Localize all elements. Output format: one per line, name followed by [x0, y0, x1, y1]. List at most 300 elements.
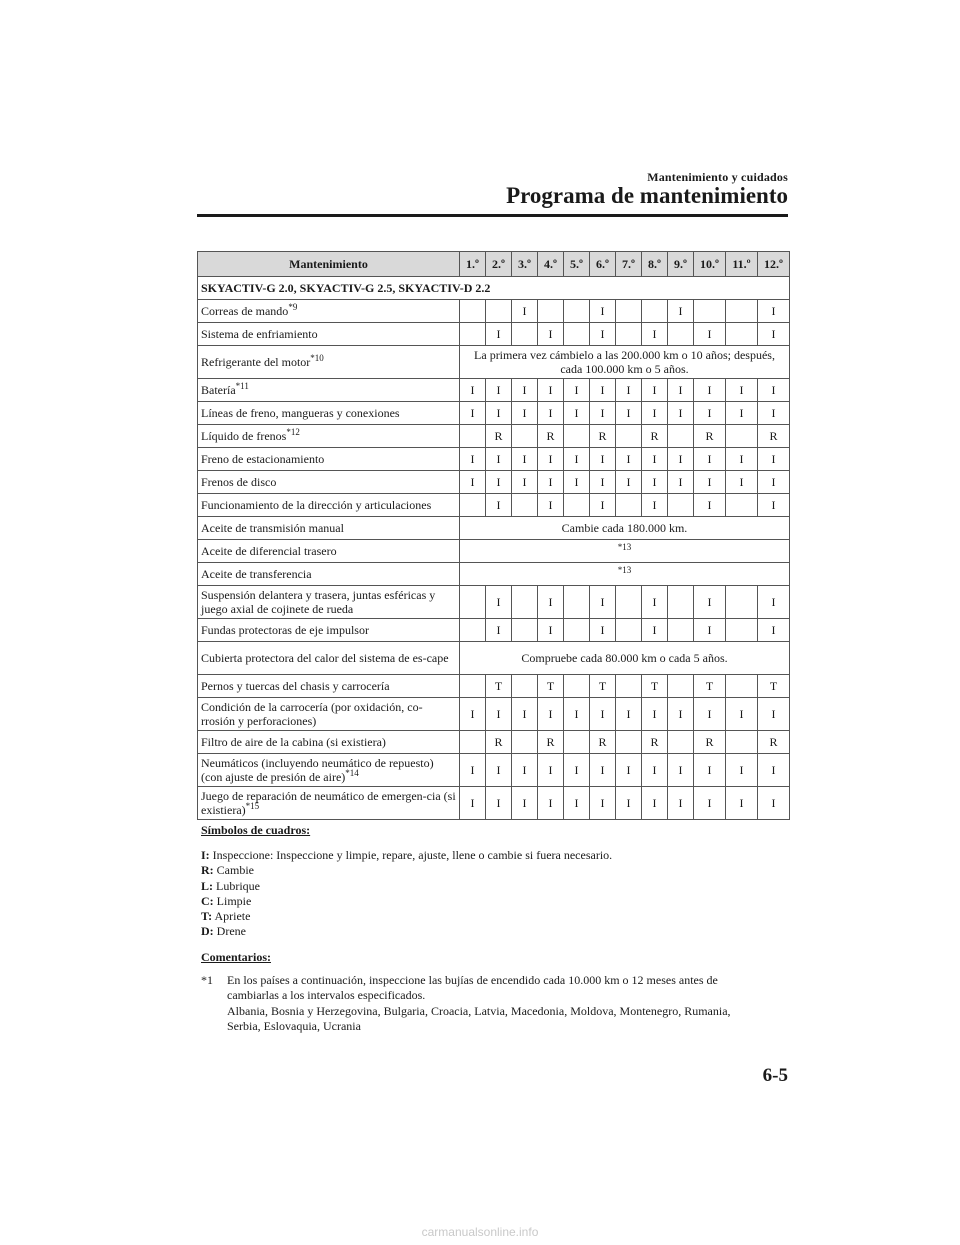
- interval-cell: I: [726, 471, 758, 494]
- interval-cell: I: [538, 471, 564, 494]
- footnote-ref: *9: [288, 302, 298, 312]
- interval-cell: I: [538, 787, 564, 820]
- interval-cell: I: [564, 787, 590, 820]
- footnote-ref: *11: [235, 381, 249, 391]
- footer-watermark: carmanualsonline.info: [421, 1225, 539, 1239]
- table-row: [198, 379, 790, 402]
- interval-cell: I: [694, 586, 726, 619]
- interval-cell: [512, 425, 538, 448]
- note-mark: *1: [201, 973, 213, 987]
- interval-cell: [616, 425, 642, 448]
- row-label: Aceite de transferencia: [201, 567, 312, 581]
- interval-cell: I: [616, 379, 642, 402]
- symbol-key: L:: [201, 878, 213, 893]
- interval-cell: I: [460, 379, 486, 402]
- symbol-text: Limpie: [216, 893, 252, 908]
- interval-cell: I: [590, 619, 616, 642]
- interval-cell: I: [694, 619, 726, 642]
- comment-note: [201, 973, 781, 1034]
- interval-cell: I: [694, 698, 726, 731]
- interval-cell: [726, 586, 758, 619]
- interval-cell: I: [726, 787, 758, 820]
- interval-cell: I: [758, 402, 790, 425]
- interval-cell: R: [758, 425, 790, 448]
- interval-cell: [642, 300, 668, 323]
- table-row: [198, 494, 790, 517]
- column-header-interval: 12.º: [758, 252, 790, 277]
- table-row: [198, 586, 790, 619]
- row-label: Cubierta protectora del calor del sistema de es-cape: [201, 651, 449, 665]
- interval-cell: R: [590, 425, 616, 448]
- interval-cell: [564, 494, 590, 517]
- symbol-key: R:: [201, 863, 214, 878]
- interval-cell: I: [694, 494, 726, 517]
- interval-cell: [538, 300, 564, 323]
- table-row: [198, 787, 790, 820]
- interval-cell: I: [590, 379, 616, 402]
- interval-cell: I: [512, 787, 538, 820]
- table-body: [198, 277, 790, 820]
- interval-cell: I: [486, 754, 512, 787]
- interval-cell: I: [486, 323, 512, 346]
- column-header-interval: 1.º: [460, 252, 486, 277]
- interval-cell: I: [538, 494, 564, 517]
- interval-cell: I: [694, 323, 726, 346]
- interval-cell: I: [726, 402, 758, 425]
- span-cell: [460, 563, 790, 586]
- symbol-text: Lubrique: [216, 878, 260, 893]
- interval-cell: R: [758, 731, 790, 754]
- row-label-cell: [198, 379, 460, 402]
- row-label-cell: [198, 586, 460, 619]
- interval-cell: [668, 425, 694, 448]
- interval-cell: [564, 425, 590, 448]
- interval-cell: I: [668, 698, 694, 731]
- interval-cell: [512, 323, 538, 346]
- interval-cell: [726, 619, 758, 642]
- interval-cell: [512, 586, 538, 619]
- interval-cell: I: [564, 471, 590, 494]
- interval-cell: I: [694, 402, 726, 425]
- interval-cell: [512, 494, 538, 517]
- comments-title: Comentarios:: [201, 950, 271, 964]
- interval-cell: R: [538, 731, 564, 754]
- span-cell: Compruebe cada 80.000 km o cada 5 años.: [460, 642, 790, 675]
- footnote-ref: *15: [245, 801, 260, 811]
- interval-cell: [668, 494, 694, 517]
- symbol-text: Cambie: [216, 863, 254, 878]
- row-label: Juego de reparación de neumático de emergen-cia (si existiera): [201, 789, 456, 817]
- row-label: Líneas de freno, mangueras y conexiones: [201, 406, 400, 420]
- header-rule: [197, 214, 788, 217]
- interval-cell: R: [694, 425, 726, 448]
- interval-cell: I: [668, 448, 694, 471]
- interval-cell: I: [758, 471, 790, 494]
- interval-cell: [564, 675, 590, 698]
- interval-cell: R: [642, 425, 668, 448]
- row-label-cell: [198, 346, 460, 379]
- interval-cell: I: [642, 471, 668, 494]
- interval-cell: I: [616, 754, 642, 787]
- interval-cell: [726, 323, 758, 346]
- interval-cell: [616, 300, 642, 323]
- symbols-list: [201, 848, 612, 940]
- table-row: [198, 754, 790, 787]
- interval-cell: I: [486, 698, 512, 731]
- interval-cell: R: [642, 731, 668, 754]
- interval-cell: I: [538, 754, 564, 787]
- interval-cell: [668, 323, 694, 346]
- note-line: En los países a continuación, inspeccione las bujías de encendido cada 10.000 km o 12 meses antes de: [227, 973, 718, 987]
- row-label-cell: [198, 402, 460, 425]
- table-header-row: [198, 252, 790, 277]
- symbol-text: Inspeccione: Inspeccione y limpie, repare, ajuste, llene o cambie si fuera necesario.: [212, 848, 613, 862]
- interval-cell: [512, 675, 538, 698]
- interval-cell: I: [642, 787, 668, 820]
- interval-cell: I: [460, 448, 486, 471]
- interval-cell: I: [512, 379, 538, 402]
- note-line: Albania, Bosnia y Herzegovina, Bulgaria, Croacia, Latvia, Macedonia, Moldova, Montenegro, Rumania,: [227, 1003, 731, 1018]
- interval-cell: [668, 586, 694, 619]
- interval-cell: R: [486, 731, 512, 754]
- row-label: Correas de mando: [201, 304, 289, 318]
- maintenance-table: [197, 251, 790, 820]
- interval-cell: I: [486, 494, 512, 517]
- interval-cell: [460, 494, 486, 517]
- table-row: [198, 448, 790, 471]
- row-label-cell: [198, 323, 460, 346]
- interval-cell: T: [758, 675, 790, 698]
- interval-cell: I: [642, 448, 668, 471]
- interval-cell: I: [486, 787, 512, 820]
- interval-cell: I: [668, 471, 694, 494]
- symbol-text: Drene: [216, 924, 246, 939]
- interval-cell: I: [758, 787, 790, 820]
- interval-cell: I: [512, 754, 538, 787]
- row-label: Sistema de enfriamiento: [201, 327, 318, 341]
- column-header-interval: 7.º: [616, 252, 642, 277]
- row-label: Suspensión delantera y trasera, juntas esféricas y juego axial de cojinete de rueda: [201, 588, 436, 616]
- row-label-cell: [198, 619, 460, 642]
- interval-cell: I: [538, 619, 564, 642]
- symbol-key: T:: [201, 909, 213, 924]
- interval-cell: I: [590, 300, 616, 323]
- interval-cell: I: [758, 323, 790, 346]
- table-row: [198, 731, 790, 754]
- interval-cell: I: [642, 494, 668, 517]
- interval-cell: [460, 731, 486, 754]
- interval-cell: I: [460, 471, 486, 494]
- section-title: SKYACTIV-G 2.0, SKYACTIV-G 2.5, SKYACTIV-D 2.2: [198, 277, 790, 300]
- column-header-interval: 9.º: [668, 252, 694, 277]
- interval-cell: [668, 731, 694, 754]
- row-label: Frenos de disco: [201, 475, 277, 489]
- interval-cell: [616, 675, 642, 698]
- interval-cell: I: [590, 471, 616, 494]
- interval-cell: I: [726, 754, 758, 787]
- interval-cell: [512, 731, 538, 754]
- row-label-cell: [198, 754, 460, 787]
- row-label-cell: [198, 642, 460, 675]
- row-label-cell: [198, 540, 460, 563]
- column-header-interval: 6.º: [590, 252, 616, 277]
- interval-cell: I: [616, 448, 642, 471]
- interval-cell: [726, 425, 758, 448]
- page-title: Programa de mantenimiento: [506, 183, 788, 208]
- interval-cell: T: [642, 675, 668, 698]
- table-row: [198, 402, 790, 425]
- interval-cell: I: [538, 698, 564, 731]
- interval-cell: I: [538, 448, 564, 471]
- row-label: Funcionamiento de la dirección y articulaciones: [201, 498, 432, 512]
- interval-cell: I: [590, 448, 616, 471]
- interval-cell: I: [758, 698, 790, 731]
- interval-cell: [668, 675, 694, 698]
- footnote-ref: *13: [617, 565, 632, 575]
- interval-cell: T: [538, 675, 564, 698]
- column-header-interval: 3.º: [512, 252, 538, 277]
- interval-cell: I: [590, 323, 616, 346]
- row-label: Batería: [201, 383, 236, 397]
- page-number: 6-5: [762, 1065, 788, 1086]
- row-label-cell: [198, 731, 460, 754]
- row-label-cell: [198, 563, 460, 586]
- interval-cell: I: [538, 379, 564, 402]
- note-text: [227, 973, 781, 1034]
- interval-cell: I: [616, 698, 642, 731]
- interval-cell: I: [486, 448, 512, 471]
- interval-cell: [460, 619, 486, 642]
- interval-cell: R: [590, 731, 616, 754]
- span-cell: La primera vez cámbielo a las 200.000 km o 10 años; después, cada 100.000 km o 5 años.: [460, 346, 790, 379]
- column-header-interval: 5.º: [564, 252, 590, 277]
- row-label: Pernos y tuercas del chasis y carrocería: [201, 679, 390, 693]
- interval-cell: I: [538, 402, 564, 425]
- symbol-text: Apriete: [214, 909, 251, 924]
- interval-cell: R: [538, 425, 564, 448]
- interval-cell: [564, 300, 590, 323]
- interval-cell: I: [642, 698, 668, 731]
- interval-cell: I: [538, 323, 564, 346]
- interval-cell: I: [486, 619, 512, 642]
- row-label-cell: [198, 448, 460, 471]
- interval-cell: [694, 300, 726, 323]
- interval-cell: [616, 619, 642, 642]
- interval-cell: I: [726, 379, 758, 402]
- column-header-interval: 11.º: [726, 252, 758, 277]
- row-label: Condición de la carrocería (por oxidación, co-rrosión y perforaciones): [201, 700, 423, 728]
- column-header-maintenance: Mantenimiento: [198, 252, 460, 277]
- interval-cell: I: [460, 754, 486, 787]
- interval-cell: I: [758, 619, 790, 642]
- symbol-key: D:: [201, 924, 214, 939]
- table-row: [198, 540, 790, 563]
- interval-cell: I: [486, 402, 512, 425]
- interval-cell: I: [694, 787, 726, 820]
- symbol-item: [201, 894, 612, 909]
- column-header-interval: 4.º: [538, 252, 564, 277]
- interval-cell: I: [590, 586, 616, 619]
- symbols-title: Símbolos de cuadros:: [201, 823, 311, 837]
- table-row: [198, 698, 790, 731]
- row-label: Aceite de transmisión manual: [201, 521, 344, 535]
- interval-cell: I: [694, 448, 726, 471]
- row-label-cell: [198, 675, 460, 698]
- interval-cell: [726, 675, 758, 698]
- interval-cell: I: [668, 787, 694, 820]
- interval-cell: [460, 323, 486, 346]
- interval-cell: I: [460, 698, 486, 731]
- row-label: Filtro de aire de la cabina (si existiera): [201, 735, 386, 749]
- row-label-cell: [198, 471, 460, 494]
- table-row: [198, 642, 790, 675]
- interval-cell: I: [758, 586, 790, 619]
- footnote-ref: *14: [345, 768, 359, 778]
- interval-cell: I: [564, 448, 590, 471]
- interval-cell: I: [564, 402, 590, 425]
- symbol-item: [201, 879, 612, 894]
- interval-cell: I: [642, 379, 668, 402]
- interval-cell: I: [668, 300, 694, 323]
- row-label: Refrigerante del motor: [201, 355, 311, 369]
- table-row: [198, 517, 790, 540]
- row-label-cell: [198, 425, 460, 448]
- interval-cell: [616, 494, 642, 517]
- table-row: [198, 346, 790, 379]
- interval-cell: [564, 586, 590, 619]
- interval-cell: [616, 586, 642, 619]
- interval-cell: I: [590, 698, 616, 731]
- symbol-item: [201, 863, 612, 878]
- interval-cell: I: [512, 448, 538, 471]
- interval-cell: I: [642, 586, 668, 619]
- section-row: [198, 277, 790, 300]
- table-row: [198, 675, 790, 698]
- interval-cell: I: [616, 787, 642, 820]
- symbol-item: [201, 848, 612, 863]
- interval-cell: I: [538, 586, 564, 619]
- interval-cell: [564, 619, 590, 642]
- interval-cell: I: [486, 471, 512, 494]
- interval-cell: I: [460, 787, 486, 820]
- row-label: Aceite de diferencial trasero: [201, 544, 337, 558]
- interval-cell: T: [694, 675, 726, 698]
- interval-cell: I: [694, 754, 726, 787]
- interval-cell: I: [694, 471, 726, 494]
- interval-cell: R: [694, 731, 726, 754]
- interval-cell: I: [668, 402, 694, 425]
- symbol-key: C:: [201, 893, 214, 908]
- interval-cell: I: [616, 471, 642, 494]
- interval-cell: [726, 300, 758, 323]
- interval-cell: I: [486, 586, 512, 619]
- symbol-item: [201, 924, 612, 939]
- interval-cell: I: [758, 448, 790, 471]
- row-label: Neumáticos (incluyendo neumático de repuesto) (con ajuste de presión de aire): [201, 756, 434, 784]
- interval-cell: [616, 731, 642, 754]
- interval-cell: I: [512, 471, 538, 494]
- interval-cell: I: [668, 379, 694, 402]
- interval-cell: [460, 586, 486, 619]
- row-label-cell: [198, 698, 460, 731]
- table-row: [198, 563, 790, 586]
- interval-cell: I: [512, 300, 538, 323]
- note-line: Serbia, Eslovaquia, Ucrania: [227, 1018, 361, 1033]
- interval-cell: I: [758, 379, 790, 402]
- symbol-key: I:: [201, 848, 210, 862]
- table-row: [198, 300, 790, 323]
- table-row: [198, 471, 790, 494]
- interval-cell: I: [564, 379, 590, 402]
- interval-cell: I: [642, 619, 668, 642]
- row-label-cell: [198, 787, 460, 820]
- interval-cell: [564, 731, 590, 754]
- row-label-cell: [198, 300, 460, 323]
- interval-cell: I: [758, 300, 790, 323]
- span-cell: [460, 540, 790, 563]
- row-label-cell: [198, 517, 460, 540]
- interval-cell: T: [486, 675, 512, 698]
- interval-cell: [726, 494, 758, 517]
- interval-cell: I: [590, 754, 616, 787]
- note-line: cambiarlas a los intervalos especificados.: [227, 988, 426, 1003]
- interval-cell: I: [758, 754, 790, 787]
- interval-cell: [564, 323, 590, 346]
- interval-cell: I: [642, 323, 668, 346]
- interval-cell: I: [726, 698, 758, 731]
- interval-cell: [616, 323, 642, 346]
- interval-cell: I: [486, 379, 512, 402]
- table-row: [198, 425, 790, 448]
- interval-cell: I: [460, 402, 486, 425]
- footnote-ref: *13: [617, 542, 632, 552]
- span-cell: Cambie cada 180.000 km.: [460, 517, 790, 540]
- interval-cell: R: [486, 425, 512, 448]
- interval-cell: [726, 731, 758, 754]
- row-label: Fundas protectoras de eje impulsor: [201, 623, 369, 637]
- footnote-ref: *12: [286, 427, 300, 437]
- interval-cell: I: [512, 698, 538, 731]
- interval-cell: T: [590, 675, 616, 698]
- interval-cell: [460, 675, 486, 698]
- interval-cell: I: [694, 379, 726, 402]
- interval-cell: I: [590, 402, 616, 425]
- column-header-interval: 10.º: [694, 252, 726, 277]
- interval-cell: I: [642, 754, 668, 787]
- row-label-cell: [198, 494, 460, 517]
- symbol-item: [201, 909, 612, 924]
- column-header-interval: 2.º: [486, 252, 512, 277]
- row-label: Freno de estacionamiento: [201, 452, 325, 466]
- column-header-interval: 8.º: [642, 252, 668, 277]
- interval-cell: I: [590, 787, 616, 820]
- table-row: [198, 323, 790, 346]
- interval-cell: I: [758, 494, 790, 517]
- section-heading: Mantenimiento y cuidados: [647, 170, 788, 184]
- table-row: [198, 619, 790, 642]
- interval-cell: [486, 300, 512, 323]
- interval-cell: [460, 425, 486, 448]
- interval-cell: [460, 300, 486, 323]
- interval-cell: I: [564, 754, 590, 787]
- interval-cell: I: [590, 494, 616, 517]
- interval-cell: [668, 619, 694, 642]
- interval-cell: I: [726, 448, 758, 471]
- interval-cell: I: [668, 754, 694, 787]
- interval-cell: [512, 619, 538, 642]
- interval-cell: I: [512, 402, 538, 425]
- footnote-ref: *10: [310, 353, 324, 363]
